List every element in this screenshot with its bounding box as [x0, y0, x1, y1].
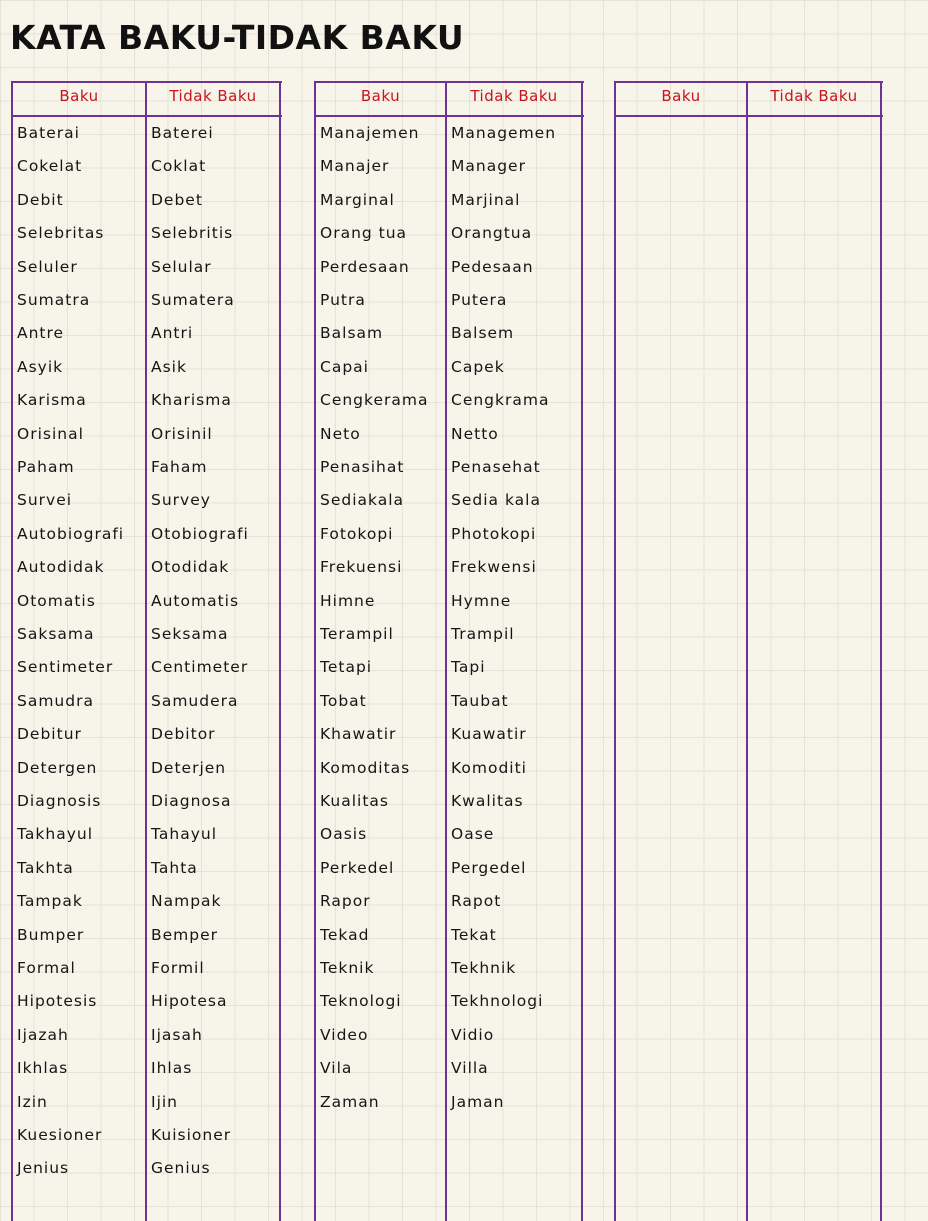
- cell-tidak-baku: Ihlas: [151, 1059, 193, 1078]
- cell-tidak-baku: Ijasah: [151, 1025, 203, 1044]
- cell-tidak-baku: Pedesaan: [451, 257, 534, 276]
- cell-baku: Ijazah: [17, 1025, 69, 1044]
- cell-tidak-baku: Trampil: [451, 625, 515, 643]
- cell-baku: Baterai: [17, 124, 80, 142]
- cell-baku: Zaman: [320, 1092, 380, 1111]
- cell-baku: Himne: [320, 591, 376, 610]
- cell-baku: Khawatir: [320, 725, 397, 744]
- cell-baku: Capai: [320, 357, 369, 376]
- cell-tidak-baku: Formil: [151, 959, 205, 977]
- cell-baku: Tetapi: [320, 658, 373, 677]
- table-top-border: [314, 81, 584, 83]
- cell-tidak-baku: Debet: [151, 190, 203, 209]
- cell-tidak-baku: Kuisioner: [151, 1126, 232, 1144]
- cell-baku: Perdesaan: [320, 257, 410, 276]
- cell-baku: Balsam: [320, 324, 384, 343]
- cell-tidak-baku: Baterei: [151, 124, 214, 142]
- table-border-right: [279, 81, 281, 1221]
- cell-baku: Sediakala: [320, 491, 405, 510]
- column-header-baku: Baku: [59, 87, 99, 105]
- cell-baku: Karisma: [17, 391, 87, 410]
- cell-tidak-baku: Orisinil: [151, 424, 213, 443]
- word-table-1: [11, 81, 282, 1221]
- cell-tidak-baku: Otodidak: [151, 558, 230, 577]
- cell-tidak-baku: Managemen: [451, 124, 557, 142]
- table-column-divider: [445, 81, 447, 1221]
- cell-baku: Debitur: [17, 725, 82, 744]
- cell-tidak-baku: Survey: [151, 491, 211, 510]
- cell-baku: Kualitas: [320, 792, 389, 810]
- cell-tidak-baku: Tekat: [451, 925, 497, 944]
- cell-baku: Paham: [17, 458, 75, 476]
- cell-baku: Putra: [320, 291, 366, 309]
- cell-tidak-baku: Marjinal: [451, 190, 521, 209]
- cell-baku: Orisinal: [17, 424, 84, 443]
- cell-tidak-baku: Netto: [451, 424, 499, 443]
- table-border-right: [880, 81, 882, 1221]
- cell-tidak-baku: Manager: [451, 157, 526, 176]
- cell-tidak-baku: Tahayul: [151, 825, 218, 844]
- cell-baku: Frekuensi: [320, 558, 403, 577]
- cell-baku: Antre: [17, 324, 65, 343]
- cell-baku: Samudra: [17, 691, 94, 710]
- cell-tidak-baku: Villa: [451, 1059, 489, 1078]
- cell-tidak-baku: Seksama: [151, 625, 229, 643]
- cell-tidak-baku: Capek: [451, 357, 505, 376]
- cell-baku: Asyik: [17, 357, 64, 376]
- cell-baku: Marginal: [320, 190, 395, 209]
- cell-baku: Takhayul: [17, 825, 94, 844]
- cell-baku: Seluler: [17, 257, 78, 276]
- cell-baku: Manajemen: [320, 124, 420, 142]
- cell-baku: Tampak: [17, 892, 83, 911]
- column-header-tidak-baku: Tidak Baku: [169, 87, 257, 105]
- cell-tidak-baku: Komoditi: [451, 758, 527, 777]
- cell-baku: Tekad: [320, 925, 370, 944]
- column-header-baku: Baku: [360, 87, 401, 105]
- cell-tidak-baku: Antri: [151, 324, 194, 343]
- cell-tidak-baku: Nampak: [151, 892, 222, 911]
- cell-baku: Izin: [17, 1092, 48, 1111]
- cell-tidak-baku: Photokopi: [451, 524, 537, 543]
- cell-tidak-baku: Pergedel: [451, 858, 527, 877]
- cell-baku: Sentimeter: [17, 658, 114, 677]
- table-border-left: [314, 81, 316, 1221]
- cell-baku: Autodidak: [17, 558, 105, 577]
- cell-baku: Hipotesis: [17, 992, 98, 1011]
- cell-baku: Terampil: [320, 625, 394, 643]
- cell-tidak-baku: Tekhnologi: [451, 992, 544, 1011]
- cell-baku: Formal: [17, 959, 76, 977]
- cell-tidak-baku: Oase: [451, 825, 495, 844]
- table-column-divider: [145, 81, 147, 1221]
- cell-baku: Cengkerama: [320, 391, 429, 410]
- cell-baku: Vila: [320, 1059, 353, 1078]
- cell-tidak-baku: Samudera: [151, 691, 239, 710]
- cell-tidak-baku: Kharisma: [151, 391, 232, 410]
- cell-tidak-baku: Sedia kala: [451, 491, 541, 510]
- cell-tidak-baku: Selebritis: [151, 224, 234, 243]
- cell-tidak-baku: Faham: [151, 458, 208, 476]
- column-header-tidak-baku: Tidak Baku: [770, 87, 858, 105]
- cell-tidak-baku: Kwalitas: [451, 792, 524, 810]
- cell-tidak-baku: Balsem: [451, 324, 515, 343]
- cell-baku: Selebritas: [17, 224, 105, 243]
- cell-baku: Teknik: [320, 959, 375, 977]
- cell-baku: Cokelat: [17, 157, 83, 176]
- cell-baku: Fotokopi: [320, 524, 394, 543]
- cell-baku: Orang tua: [320, 224, 408, 243]
- cell-tidak-baku: Asik: [151, 357, 187, 376]
- cell-baku: Diagnosis: [17, 792, 102, 810]
- cell-baku: Penasihat: [320, 458, 405, 476]
- cell-baku: Debit: [17, 190, 64, 209]
- table-column-divider: [746, 81, 748, 1221]
- cell-baku: Saksama: [17, 625, 95, 643]
- table-border-left: [614, 81, 616, 1221]
- cell-tidak-baku: Cengkrama: [451, 391, 550, 410]
- cell-baku: Kuesioner: [17, 1126, 103, 1144]
- cell-baku: Takhta: [17, 858, 74, 877]
- cell-tidak-baku: Frekwensi: [451, 558, 537, 577]
- cell-baku: Video: [320, 1025, 369, 1044]
- cell-baku: Jenius: [17, 1159, 70, 1178]
- cell-tidak-baku: Hipotesa: [151, 992, 228, 1011]
- word-table-2: [314, 81, 584, 1221]
- cell-tidak-baku: Vidio: [451, 1025, 495, 1044]
- cell-tidak-baku: Selular: [151, 257, 212, 276]
- cell-baku: Survei: [17, 491, 73, 510]
- column-header-tidak-baku: Tidak Baku: [470, 87, 558, 105]
- cell-baku: Bumper: [17, 925, 85, 944]
- cell-tidak-baku: Diagnosa: [151, 792, 232, 810]
- cell-tidak-baku: Automatis: [151, 591, 240, 610]
- cell-baku: Otomatis: [17, 591, 96, 610]
- cell-baku: Rapor: [320, 892, 371, 911]
- table-border-right: [581, 81, 583, 1221]
- page-title: KATA BAKU-TIDAK BAKU: [10, 18, 465, 57]
- cell-baku: Komoditas: [320, 758, 411, 777]
- table-border-left: [11, 81, 13, 1221]
- cell-tidak-baku: Otobiografi: [151, 524, 249, 543]
- cell-tidak-baku: Centimeter: [151, 658, 249, 677]
- cell-baku: Tobat: [320, 691, 367, 710]
- cell-baku: Autobiografi: [17, 524, 125, 543]
- cell-tidak-baku: Genius: [151, 1159, 211, 1178]
- cell-tidak-baku: Deterjen: [151, 758, 227, 777]
- table-top-border: [614, 81, 883, 83]
- cell-tidak-baku: Sumatera: [151, 291, 235, 309]
- cell-baku: Ikhlas: [17, 1059, 69, 1078]
- cell-baku: Detergen: [17, 758, 98, 777]
- column-header-baku: Baku: [661, 87, 701, 105]
- cell-tidak-baku: Penasehat: [451, 458, 541, 476]
- cell-tidak-baku: Tekhnik: [451, 959, 517, 977]
- table-header-divider: [614, 115, 883, 117]
- cell-baku: Sumatra: [17, 291, 91, 309]
- cell-tidak-baku: Orangtua: [451, 224, 533, 243]
- cell-tidak-baku: Ijin: [151, 1092, 179, 1111]
- cell-baku: Oasis: [320, 825, 368, 844]
- cell-tidak-baku: Bemper: [151, 925, 219, 944]
- cell-tidak-baku: Kuawatir: [451, 725, 527, 744]
- cell-tidak-baku: Tapi: [451, 658, 486, 677]
- cell-tidak-baku: Tahta: [151, 858, 198, 877]
- cell-baku: Manajer: [320, 157, 390, 176]
- cell-baku: Neto: [320, 424, 361, 443]
- cell-tidak-baku: Coklat: [151, 157, 207, 176]
- cell-tidak-baku: Putera: [451, 291, 508, 309]
- cell-tidak-baku: Rapot: [451, 892, 502, 911]
- cell-baku: Perkedel: [320, 858, 395, 877]
- cell-tidak-baku: Debitor: [151, 725, 216, 744]
- cell-tidak-baku: Jaman: [451, 1092, 505, 1111]
- cell-tidak-baku: Hymne: [451, 591, 512, 610]
- cell-baku: Teknologi: [320, 992, 402, 1011]
- word-table-3: [614, 81, 883, 1221]
- cell-tidak-baku: Taubat: [451, 691, 509, 710]
